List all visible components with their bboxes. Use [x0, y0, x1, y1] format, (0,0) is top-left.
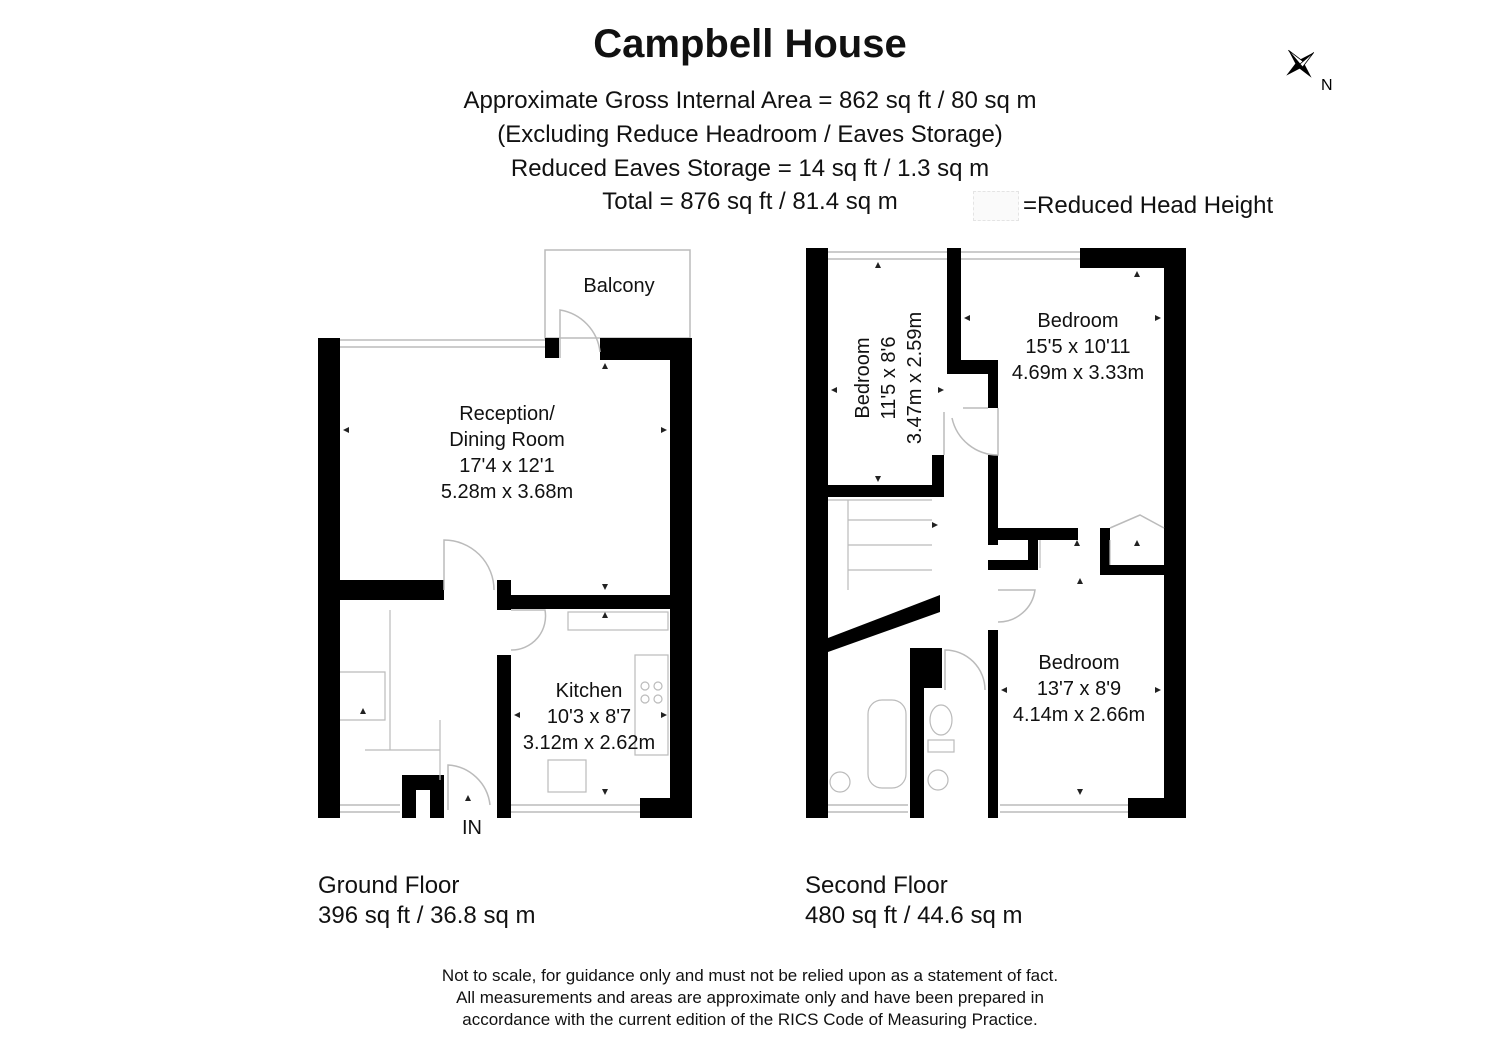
- disclaimer: [0, 965, 1500, 1031]
- second-doors: [944, 408, 1164, 690]
- bedroom-left-metric: 3.47m x 2.59m: [904, 311, 926, 445]
- kitchen-metric: 3.12m x 2.62m: [522, 732, 656, 754]
- reception-name-line1: Reception/: [459, 403, 555, 425]
- eaves-storage-text: Reduced Eaves Storage = 14 sq ft / 1.3 sq m: [510, 155, 990, 182]
- bedroom-top-right-imperial: 15'5 x 10'11: [1025, 336, 1131, 358]
- ground-floor-area: 396 sq ft / 36.8 sq m: [318, 902, 536, 929]
- excluding-text: (Excluding Reduce Headroom / Eaves Storage): [497, 121, 1003, 148]
- entrance-label: IN: [462, 817, 482, 839]
- second-walls: [806, 248, 1186, 818]
- kitchen-imperial: 10'3 x 8'7: [546, 706, 632, 728]
- second-floor-name: Second Floor: [805, 872, 948, 899]
- reception-name-line2: Dining Room: [449, 429, 565, 451]
- reception-imperial: 17'4 x 12'1: [459, 455, 555, 477]
- bedroom-bottom-right-name: Bedroom: [1038, 652, 1120, 674]
- ground-floor-name: Ground Floor: [318, 872, 460, 899]
- kitchen-name: Kitchen: [555, 680, 623, 702]
- bedroom-left-imperial: 11'5 x 8'6: [878, 336, 900, 420]
- legend-label: =Reduced Head Height: [1023, 192, 1274, 219]
- second-fixtures: [828, 500, 1110, 792]
- second-floor-area: 480 sq ft / 44.6 sq m: [805, 902, 1023, 929]
- balcony-label: Balcony: [583, 275, 655, 297]
- bedroom-left-name: Bedroom: [852, 337, 874, 419]
- second-floor-plan: [806, 248, 1186, 818]
- disclaimer-line-3: accordance with the current edition of the RICS Code of Measuring Practice.: [462, 1010, 1038, 1029]
- gross-area-text: Approximate Gross Internal Area = 862 sq ft / 80 sq m: [463, 87, 1037, 114]
- total-area-text: Total = 876 sq ft / 81.4 sq m: [602, 188, 898, 215]
- bedroom-bottom-right-imperial: 13'7 x 8'9: [1036, 678, 1122, 700]
- bedroom-top-right-name: Bedroom: [1037, 310, 1119, 332]
- bedroom-top-right-metric: 4.69m x 3.33m: [1011, 362, 1145, 384]
- disclaimer-line-2: All measurements and areas are approximate only and have been prepared in: [456, 988, 1044, 1007]
- disclaimer-line-1: Not to scale, for guidance only and must not be relied upon as a statement of fact.: [441, 966, 1059, 985]
- plan-title: Campbell House: [593, 22, 907, 66]
- ground-floor-plan: [318, 250, 692, 839]
- compass-north-label: N: [1321, 77, 1333, 94]
- reception-metric: 5.28m x 3.68m: [440, 481, 574, 503]
- bedroom-bottom-right-metric: 4.14m x 2.66m: [1012, 704, 1146, 726]
